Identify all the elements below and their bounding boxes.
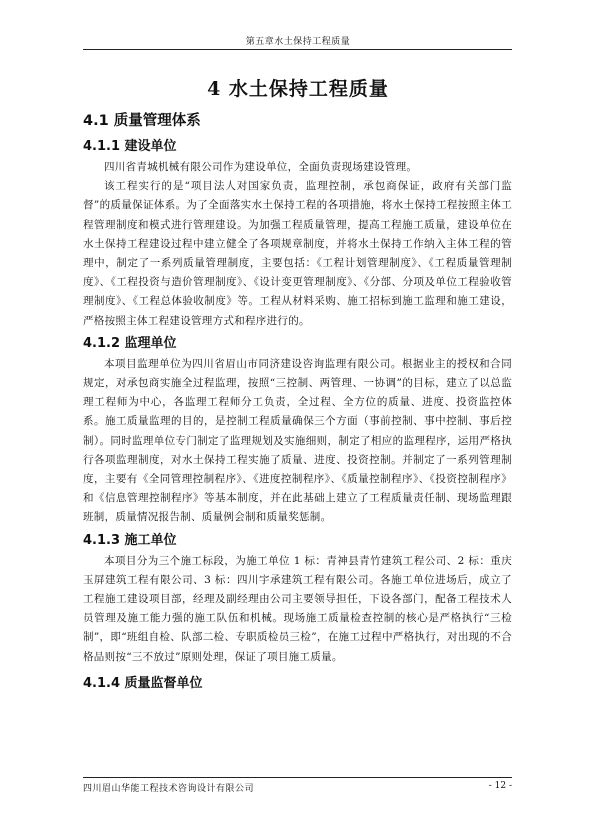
paragraph: 本项目分为三个施工标段，为施工单位 1 标：青神县青竹建筑工程公司、2 标：重庆玉屏建筑工程有限公司、3 标：四川宇承建筑工程有限公司。各施工单位进场后，成立了工程施工建设项目部，经理及副经理由公司主要领导担任，下设各部门，配备工程技术人员管理及施工能力强的施工队伍和机械。现场施工质量检查控制的核心是严格执行“三检制”，即“班组自检、队部二检、专职质检员三检”，在施工过程中严格执行，对出现的不合格品则按“三不放过”原则处理，保证了项目施工质量。	[83, 554, 512, 663]
running-header: 第五章水土保持工程质量	[245, 37, 351, 47]
subsection-heading-quality-supervision-unit: 4.1.4 质量监督单位	[83, 675, 203, 691]
paragraph: 该工程实行的是“项目法人对国家负责，监理控制，承包商保证，政府有关部门监督”的质量保证体系。为了全面落实水土保持工程的各项措施，将水土保持工程按照主体工程管理制度和模式进行管理建设。为加强工程质量管理，提高工程施工质量，建设单位在水土保持工程建设过程中建立健全了各项规章制度，并将水土保持工作纳入主体工程的管理中，制定了一系列质量管理制度，主要包括：《工程计划管理制度》、《工程质量管理制度》、《工程投资与造价管理制度》、《设计变更管理制度》、《分部、分项及单位工程验收管理制度》、《工程总体验收制度》等。工程从材料采购、施工招标到施工监理和施工建设，严格按照主体工程建设管理方式和程序进行的。	[83, 180, 512, 327]
chapter-title: 4 水土保持工程质量	[207, 78, 389, 100]
subsection-heading-supervision-unit: 4.1.2 监理单位	[83, 335, 177, 351]
header-divider	[83, 49, 512, 50]
subsection-heading-contractor-unit: 4.1.3 施工单位	[83, 532, 177, 548]
section-heading: 4.1 质量管理体系	[83, 113, 201, 129]
paragraph: 四川省青城机械有限公司作为建设单位，全面负责现场建设管理。	[104, 161, 418, 173]
subsection-heading-construction-unit: 4.1.1 建设单位	[83, 139, 177, 154]
page-body	[83, 108, 512, 695]
page-number: - 12 -	[488, 781, 512, 791]
paragraph: 本项目监理单位为四川省眉山市同济建设咨询监理有限公司。根据业主的授权和合同规定，对承包商实施全过程监理，按照“三控制、两管理、一协调”的目标，建立了以总监理工程师为中心，各监理工程师分工负责，全过程、全方位的质量、进度、投资监控体系。施工质量监理的目的，是控制工程质量确保三个方面（事前控制、事中控制、事后控制）。同时监理单位专门制定了监理规划及实施细则，制定了相应的监理程序，运用严格执行各项监理制度，对水土保持工程实施了质量、进度、投资控制。并制定了一系列管理制度，主要有《全同管理控制程序》、《进度控制程序》、《质量控制程序》、《投资控制程序》和《信息管理控制程序》等基本制度，并在此基础上建立了工程质量责任制、现场监理跟班制，质量情况报告制、质量例会制和质量奖惩制。	[83, 357, 512, 524]
footer-divider	[83, 777, 512, 778]
footer-organization: 四川眉山华能工程技术咨询设计有限公司	[83, 784, 255, 794]
